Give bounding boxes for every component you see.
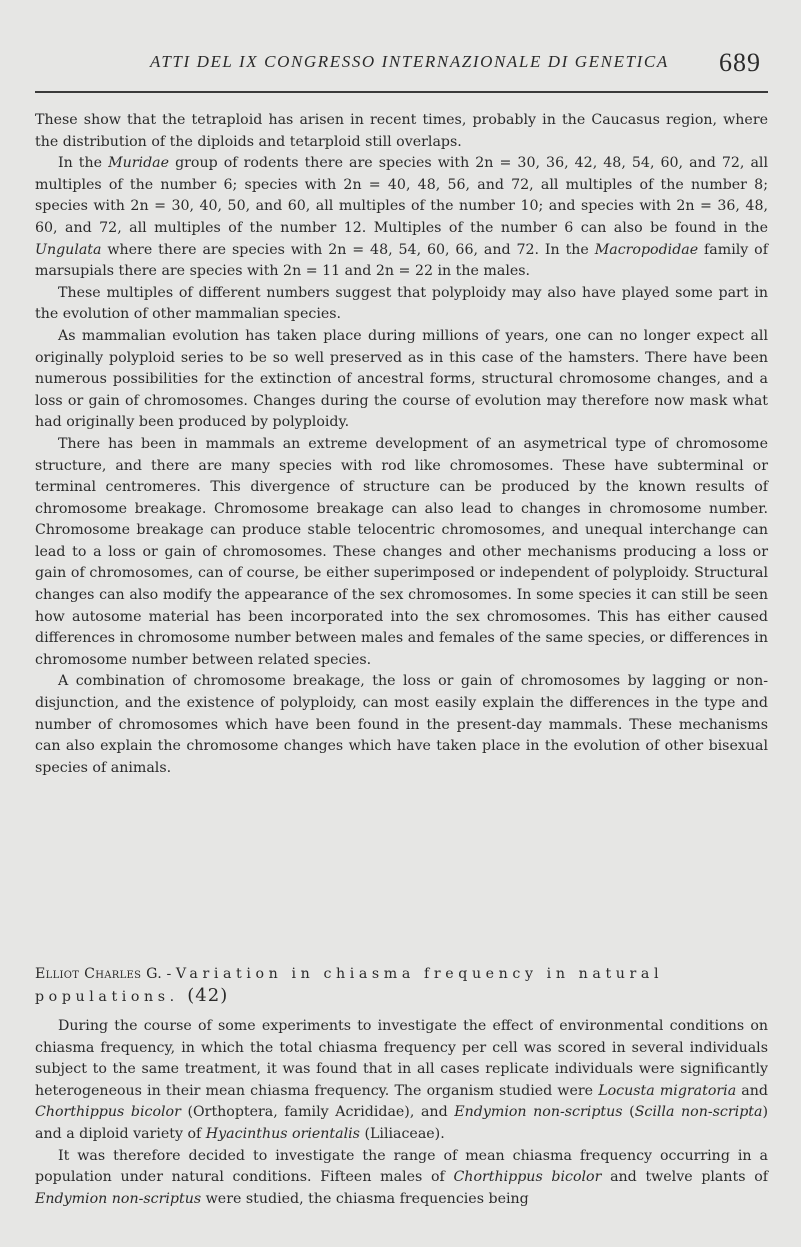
page-number: 689 [719,48,761,77]
body-text [35,110,768,779]
abstract-title: Variation in chiasma frequency in natural populations. [35,966,664,1005]
text-run: and twelve plants of [601,1169,768,1186]
paragraph-2: In the Muridae group of rodents there are species with 2n = 30, 36, 42, 48, 54, 60, and 72, all multiples of the number 6; species with 2n = 40, 48, 56, and 72, all multiples of the number 8; species with 2n = 30, 40, 50, and 60, all multiples of the number 10; and species with 2n = 36, 48, 60, and 72, all multiples of the number 12. Multiples of the number 6 can also be found in the Ungulata where there are species with 2n = 48, 54, 60, 66, and 72. In the Macropodidae family of marsupials there are species with 2n = 11 and 2n = 22 in the males. [35,155,768,280]
paragraph-5: There has been in mammals an extreme development of an asymetrical type of chromosome structure, and there are many species with rod like chromosomes. These have subterminal or terminal centromeres. This divergence of structure can be produced by the known results of chromosome breakage. Chromosome breakage can also lead to changes in chromosome number. Chromosome breakage can produce stable telocentric chromosomes, and unequal interchange can lead to a loss or gain of chromosomes. These changes and other mechanisms producing a loss or gain of chromosomes, can of course, be either superimposed or independent of polyploidy. Structural changes can also modify the appearance of the sex chromosomes. In some species it can still be seen how autosome material has been incorporated into the sex chromosomes. This has either caused differences in chromosome number between males and females of the same species, or differences in chromosome number between related species. [35,435,768,668]
species-name: Locusta migratoria [598,1082,737,1099]
header-rule [35,91,768,93]
taxon-name: Muridae [108,155,170,172]
text-run: (Liliaceae). [359,1125,445,1142]
abstract-section [35,964,768,1210]
paragraph-3: These multiples of different numbers suggest that polyploidy may also have played some part in the evolution of other mammalian species. [35,284,768,323]
species-name: Scilla non-scripta [634,1104,763,1121]
taxon-name: Macropodidae [594,241,699,258]
abstract-paragraph-2 [35,1146,768,1211]
text-run: were studied, the chiasma frequencies being [201,1190,529,1207]
text-run: ( [622,1104,635,1121]
abstract-heading [35,964,768,1008]
abstract-author: Elliot Charles G. [35,966,163,982]
species-name: Endymion non-scriptus [35,1190,202,1207]
species-name: Endymion non-scriptus [454,1104,623,1121]
running-header: ATTI DEL IX CONGRESSO INTERNAZIONALE DI GENETICA [150,52,669,71]
text-run: (Orthoptera, family Acrididae), and [180,1104,455,1121]
abstract-paragraph-1 [35,1016,768,1146]
paragraph-4: As mammalian evolution has taken place during millions of years, one can no longer expect all originally polyploid series to be so well preserved as in this case of the hamsters. There have been numerous possibilities for the extinction of ancestral forms, structural chromosome changes, and a loss or gain of chromosomes. Changes during the course of evolution may therefore now mask what had originally been produced by polyploidy. [35,327,768,431]
text-run: ) and a diploid variety of [35,1104,768,1142]
text-run: It was therefore decided to investigate the range of mean chiasma frequency occurring in a population under natural conditions. Fifteen males of [35,1147,768,1186]
abstract-separator: - [166,966,172,982]
text-run: and [736,1082,768,1099]
species-name: Chorthippus bicolor [35,1104,181,1121]
species-name: Hyacinthus orientalis [205,1125,360,1142]
paragraph-1: These show that the tetraploid has arisen in recent times, probably in the Caucasus region, where the distribution of the diploids and tetarploid still overlaps. [35,112,768,150]
text-run: During the course of some experiments to investigate the effect of environmental conditions on chiasma frequency, in which the total chiasma frequency per cell was scored in several individuals subject to the same treatment, it was found that in all cases replicate individuals were significantly heterogeneous in their mean chiasma frequency. The organism studied were [35,1018,768,1099]
paragraph-6: A combination of chromosome breakage, the loss or gain of chromosomes by lagging or non-disjunction, and the existence of polyploidy, can most easily explain the differences in the type and number of chromosomes which have been found in the present-day mammals. These mechanisms can also explain the chromosome changes which have taken place in the evolution of other bisexual species of animals. [35,673,768,776]
abstract-reference: (42) [187,985,229,1006]
species-name: Chorthippus bicolor [453,1169,602,1186]
taxon-name: Ungulata [35,241,102,258]
